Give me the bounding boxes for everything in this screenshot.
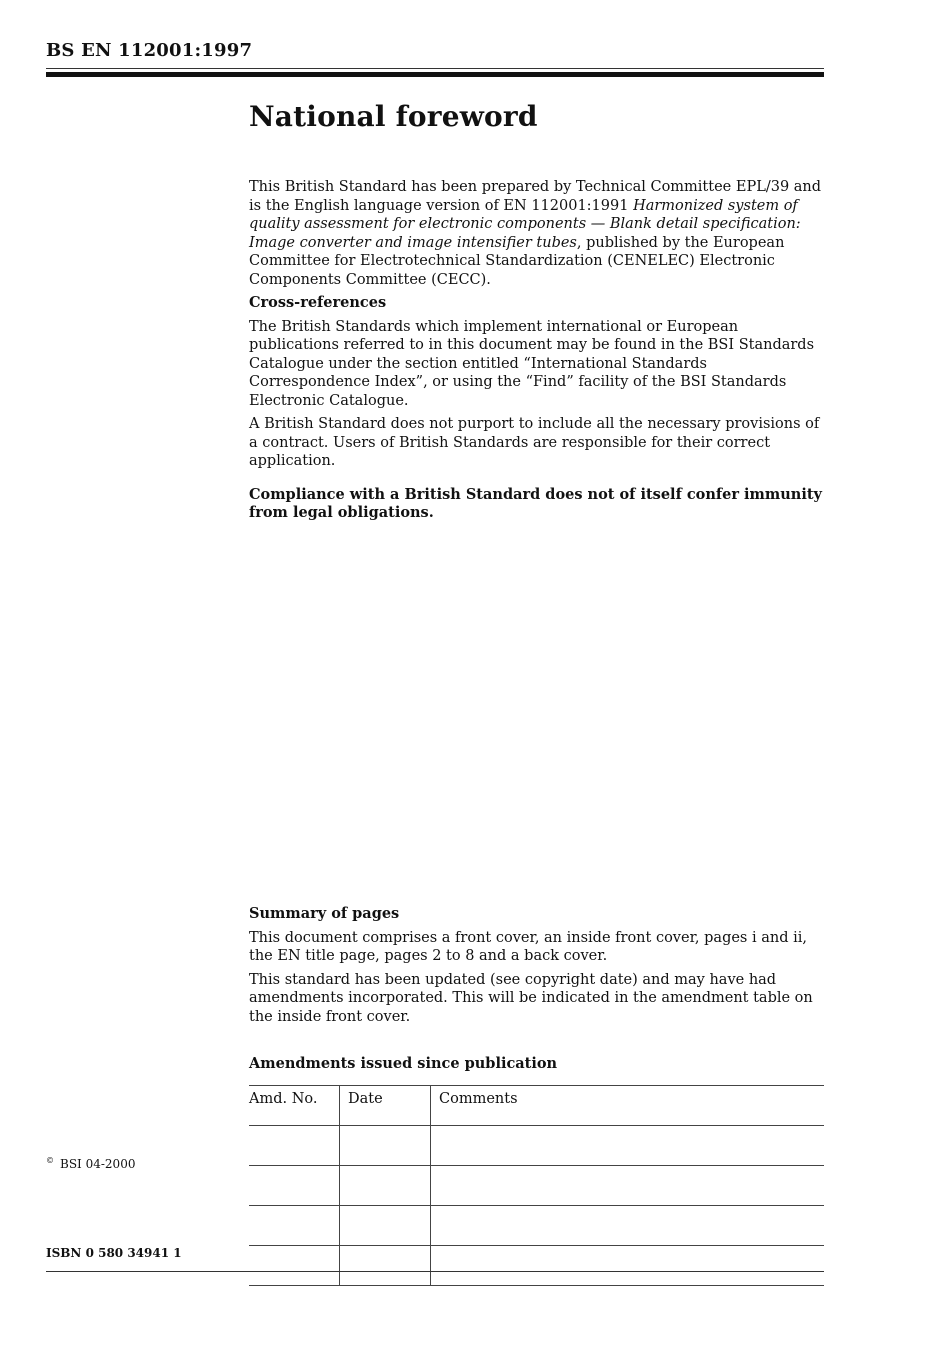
- table-cell: [340, 1126, 431, 1166]
- column-header-date: Date: [340, 1086, 431, 1126]
- copyright-text: BSI 04-2000: [60, 1157, 136, 1171]
- amendments-heading: Amendments issued since publication: [249, 1055, 558, 1072]
- amendments-table: [249, 1085, 824, 1286]
- table-cell: [431, 1166, 825, 1206]
- table-row: [249, 1246, 824, 1286]
- table-row: [249, 1166, 824, 1206]
- provisions-paragraph: A British Standard does not purport to include all the necessary provisions of a contract. Users of British Standards are responsible for their correct application.: [249, 416, 820, 469]
- summary-of-pages-section: [249, 905, 825, 1026]
- table-cell: [249, 1126, 340, 1166]
- intro-text-end: , published by the European Committee for Electrotechnical Standardization (CENELEC) Electronic Components Committee (CECC).: [249, 234, 785, 288]
- cross-references-paragraph: The British Standards which implement international or European publications referred to in this document may be found in the BSI Standards Catalogue under the section entitled “International Standards Correspondence Index”, or using the “Find” facility of the BSI Standards Electronic Catalogue.: [249, 318, 815, 409]
- intro-title-italic: Harmonized system of quality assessment for electronic components — Blank detail specification: Image converter and image intensifier tubes: [249, 197, 801, 251]
- isbn: ISBN 0 580 34941 1: [46, 1246, 182, 1260]
- header-rule-thick: [46, 72, 824, 77]
- foreword-body: [249, 178, 825, 523]
- table-header-row: [249, 1086, 824, 1126]
- table-row: [249, 1206, 824, 1246]
- table-cell: [431, 1206, 825, 1246]
- document-code: BS EN 112001:1997: [46, 40, 253, 61]
- table-cell: [340, 1166, 431, 1206]
- summary-paragraph: This document comprises a front cover, an inside front cover, pages i and ii, the EN title page, pages 2 to 8 and a back cover.: [249, 929, 807, 964]
- update-paragraph: This standard has been updated (see copyright date) and may have had amendments incorporated. This will be indicated in the amendment table on the inside front cover.: [249, 971, 813, 1025]
- summary-heading: Summary of pages: [249, 905, 400, 922]
- table-cell: [249, 1166, 340, 1206]
- table-cell: [249, 1246, 340, 1286]
- cross-references-heading: Cross-references: [249, 294, 387, 311]
- column-header-comments: Comments: [431, 1086, 825, 1126]
- table-cell: [431, 1246, 825, 1286]
- table-cell: [340, 1206, 431, 1246]
- copyright-notice: [46, 1156, 135, 1171]
- column-header-amd-no: Amd. No.: [249, 1086, 340, 1126]
- copyright-symbol: ©: [46, 1156, 54, 1165]
- table-cell: [249, 1206, 340, 1246]
- intro-paragraph: [249, 178, 825, 289]
- intro-text: This British Standard has been prepared by Technical Committee EPL/39 and is the English language version of EN 112001:1991: [249, 179, 822, 214]
- footer-rule: [46, 1271, 824, 1272]
- compliance-statement: Compliance with a British Standard does not of itself confer immunity from legal obligations.: [249, 485, 822, 521]
- national-foreword-section: [249, 100, 825, 133]
- table-cell: [340, 1246, 431, 1286]
- table-cell: [431, 1126, 825, 1166]
- page-title: National foreword: [249, 100, 538, 133]
- header-rule-thin: [46, 68, 824, 69]
- table-row: [249, 1126, 824, 1166]
- amendments-heading-wrap: [249, 1055, 825, 1074]
